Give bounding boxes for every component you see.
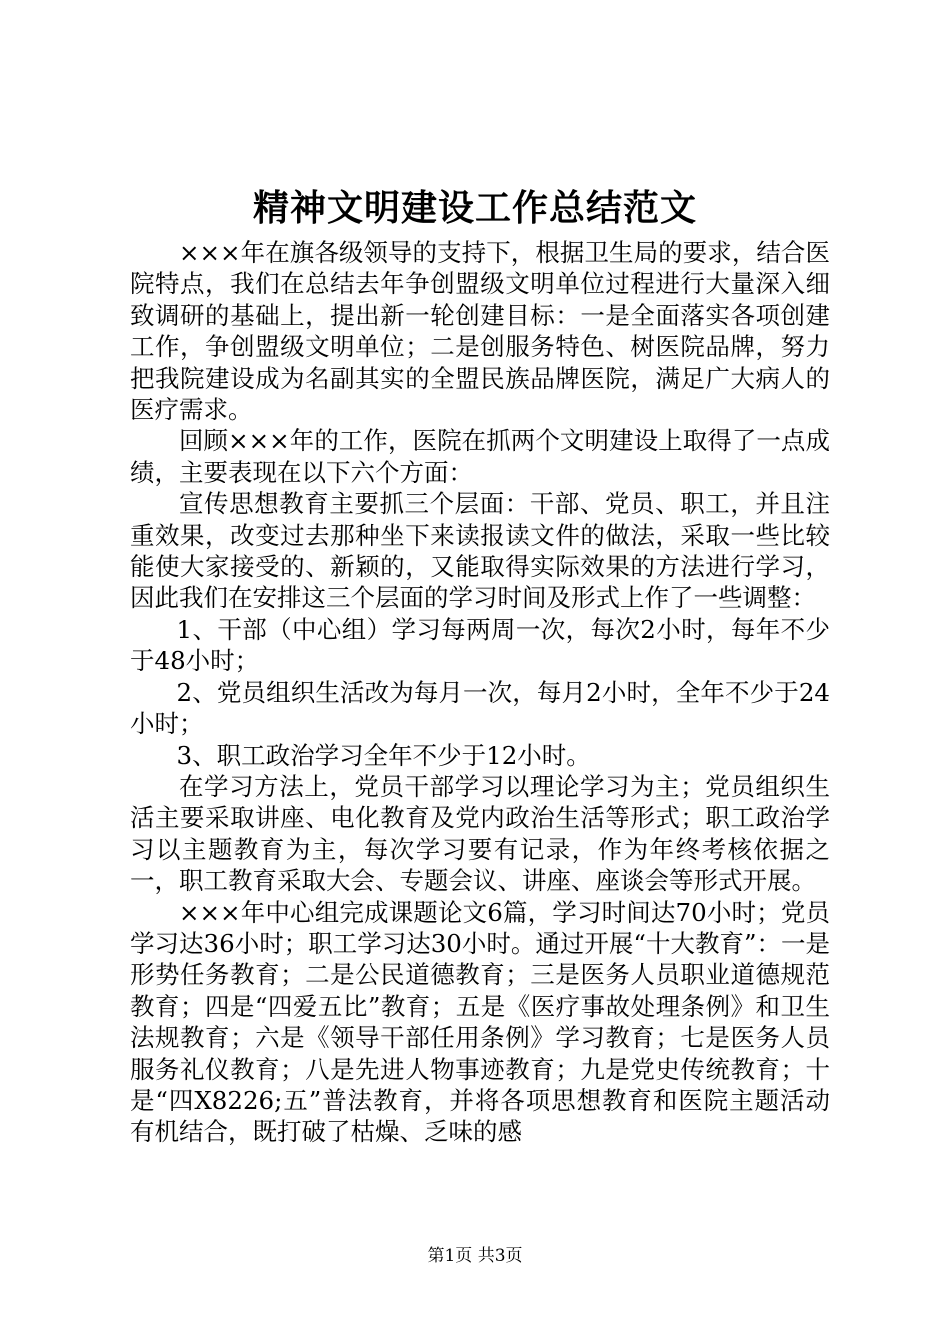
paragraph-intro: ×××年在旗各级领导的支持下，根据卫生局的要求，结合医院特点，我们在总结去年争创盟级文明单位过程进行大量深入细致调研的基础上，提出新一轮创建目标：一是全面落实各项创建工作，争创盟级文明单位；二是创服务特色、树医院品牌，努力把我院建设成为名副其实的全盟民族品牌医院，满足广大病人的医疗需求。: [130, 238, 830, 425]
list-item-cadre-study: 1、干部（中心组）学习每两周一次，每次2小时，每年不少于48小时；: [130, 614, 830, 676]
document-body: [130, 237, 830, 1148]
paragraph-education: 宣传思想教育主要抓三个层面：干部、党员、职工，并且注重效果，改变过去那种坐下来读报读文件的做法，采取一些比较能使大家接受的、新颖的，又能取得实际效果的方法进行学习，因此我们在安排这三个层面的学习时间及形式上作了一些调整：: [130, 489, 830, 613]
paragraph-study-methods: 在学习方法上，党员干部学习以理论学习为主；党员组织生活主要采取讲座、电化教育及党内政治生活等形式；职工政治学习以主题教育为主，每次学习要有记录，作为年终考核依据之一，职工教育采取大会、专题会议、讲座、座谈会等形式开展。: [130, 771, 830, 896]
document-title: 精神文明建设工作总结范文: [252, 187, 697, 229]
list-item-party-member-study: 2、党员组织生活改为每月一次，每月2小时，全年不少于24小时；: [130, 677, 830, 739]
paragraph-results: ×××年中心组完成课题论文6篇，学习时间达70小时；党员学习达36小时；职工学习达30小时。通过开展“十大教育”：一是形势任务教育；二是公民道德教育；三是医务人员职业道德规范教育；四是“四爱五比”教育；五是《医疗事故处理条例》和卫生法规教育；六是《领导干部任用条例》学习教育；七是医务人员服务礼仪教育；八是先进人物事迹教育；九是党史传统教育；十是“四X8226;五”普法教育，并将各项思想教育和医院主题活动有机结合，既打破了枯燥、乏味的感: [130, 897, 830, 1147]
paragraph-review: 回顾×××年的工作，医院在抓两个文明建设上取得了一点成绩，主要表现在以下六个方面：: [130, 426, 830, 487]
page-number-footer: 第1页 共3页: [427, 1246, 523, 1266]
list-item-staff-study: 3、职工政治学习全年不少于12小时。: [176, 740, 591, 770]
